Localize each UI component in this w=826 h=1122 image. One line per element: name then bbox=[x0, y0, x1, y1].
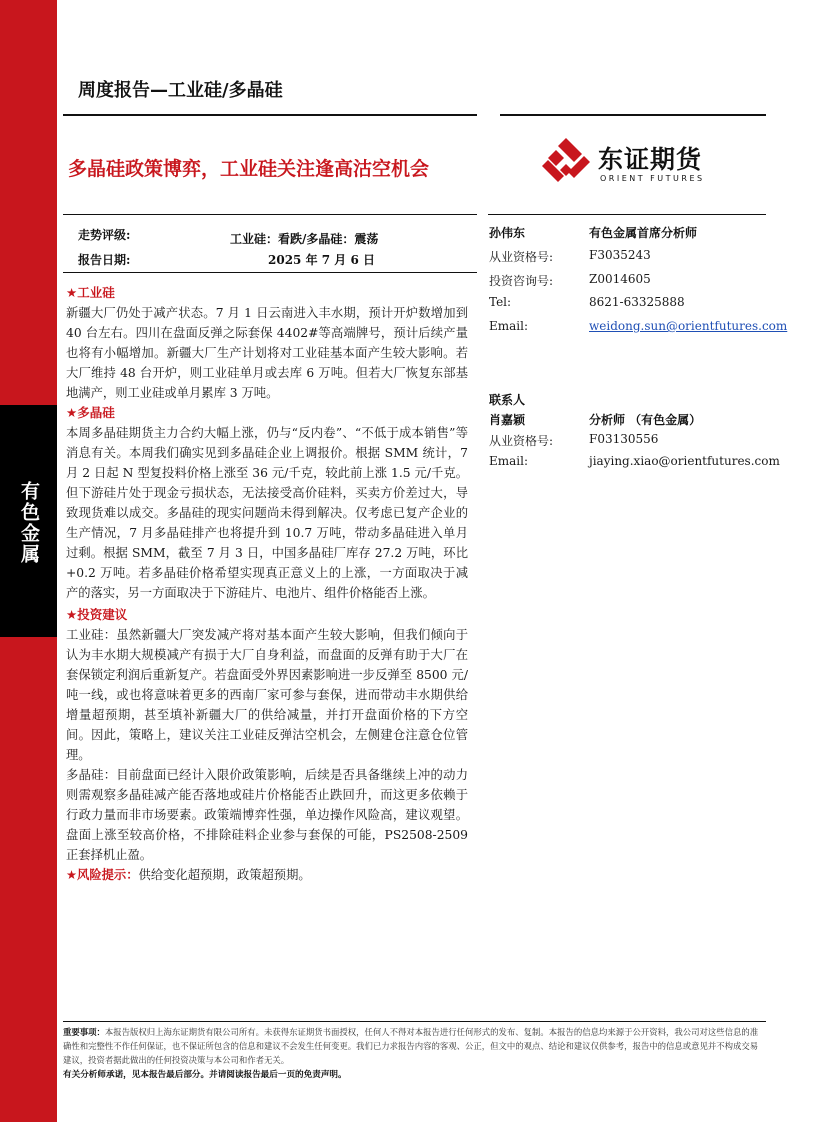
report-title: 多晶硅政策博弈，工业硅关注逢高沽空机会 bbox=[68, 158, 430, 180]
logo-name-cn: 东证期货 bbox=[598, 145, 703, 174]
footer-commitment: 有关分析师承诺，见本报告最后部分。并请阅读报告最后一页的免责声明。 bbox=[63, 1070, 347, 1080]
contact-license: F03130556 bbox=[589, 432, 659, 446]
contact-name: 肖嘉颖 bbox=[489, 413, 526, 427]
polysilicon-paragraph: 本周多晶硅期货主力合约大幅上涨，仍与“反内卷”、“不低于成本销售”等消息有关。本周我们确实见到多晶硅企业上调报价。根据 SMM 统计，7 月 2 日起 N 型复投料价格上涨至 36 元/千克，较此前上涨 1.5 元/千克。但下游硅片处于现金亏损状态，无法接受高价硅料，买卖方价差过大，导致现货难以成交。多晶硅的现实问题尚未得到解决。仅考虑已复产企业的生产情况，7 月多晶硅排产也将提升到 10.7 万吨，带动多晶硅进入单月过剩。根据 SMM，截至 7 月 3 日，中国多晶硅厂库存 27.2 万吨，环比+0.2 万吨。若多晶硅价格希望实现真正意义上的上涨，一方面取决于减产的落实，另一方面取决于下游硅片、电池片、组件价格能否上涨。 bbox=[66, 426, 468, 600]
contact-role: 分析师 （有色金属） bbox=[589, 413, 702, 427]
footer-notice-label: 重要事项： bbox=[63, 1027, 105, 1037]
section-head-polysilicon: ★多晶硅 bbox=[66, 405, 115, 420]
date-label: 报告日期: bbox=[78, 253, 131, 267]
orient-futures-logo-icon bbox=[540, 136, 592, 186]
rating-label: 走势评级: bbox=[78, 228, 131, 242]
logo-name-en: ORIENT FUTURES bbox=[600, 174, 705, 183]
analyst-license-label: 从业资格号: bbox=[489, 250, 554, 264]
report-type: 周度报告—工业硅/多晶硅 bbox=[78, 80, 283, 101]
analyst-consult: Z0014605 bbox=[589, 272, 651, 286]
analyst-email-link[interactable]: weidong.sun@orientfutures.com bbox=[589, 319, 788, 333]
section-head-silicon: ★工业硅 bbox=[66, 285, 115, 300]
contact-license-label: 从业资格号: bbox=[489, 434, 554, 448]
date-value: 2025 年 7 月 6 日 bbox=[268, 253, 375, 267]
sector-label: 有色金属 bbox=[18, 481, 40, 565]
contact-heading: 联系人 bbox=[489, 393, 526, 407]
analyst-license: F3035243 bbox=[589, 248, 651, 262]
risk-label: ★风险提示： bbox=[66, 868, 139, 882]
section-head-advice: ★投资建议 bbox=[66, 607, 128, 622]
header-rule-left bbox=[63, 114, 477, 116]
analyst-top-rule bbox=[488, 214, 766, 215]
analyst-name: 孙伟东 bbox=[489, 226, 526, 240]
meta-bottom-rule bbox=[63, 272, 477, 273]
analyst-consult-label: 投资咨询号: bbox=[489, 274, 554, 288]
silicon-paragraph: 新疆大厂仍处于减产状态。7 月 1 日云南进入丰水期，预计开炉数增加到 40 台左右。四川在盘面反弹之际套保 4402#等高端牌号，预计后续产量也将有小幅增加。新疆大厂生产计划将对工业硅基本面产生较大影响。若大厂维持 48 台开炉，则工业硅单月或去库 6 万吨。但若大厂恢复东部基地满产，则工业硅或单月累库 3 万吨。 bbox=[66, 306, 468, 400]
rating-value: 工业硅：看跌/多晶硅：震荡 bbox=[230, 232, 379, 246]
advice-polysilicon-paragraph: 多晶硅：目前盘面已经计入限价政策影响，后续是否具备继续上冲的动力则需观察多晶硅减产能否落地或硅片价格能否止跌回升，而这更多依赖于行政力量而非市场要素。政策端博弈性强，单边操作风险高，建议观望。盘面上涨至较高价格，不排除硅料企业参与套保的可能，PS2508-2509 正套择机止盈。 bbox=[66, 768, 468, 862]
meta-top-rule bbox=[63, 214, 477, 215]
footer-notice bbox=[63, 1025, 766, 1067]
advice-silicon-paragraph: 工业硅：虽然新疆大厂突发减产将对基本面产生较大影响，但我们倾向于认为丰水期大规模减产有损于大厂自身利益，而盘面的反弹有助于大厂在套保锁定利润后重新复产。若盘面受外界因素影响进一步反弹至 8500 元/吨一线，或也将意味着更多的西南厂家可参与套保，进而带动丰水期供给增量超预期，甚至填补新疆大厂的供给减量，并打开盘面价格的下方空间。因此，策略上，建议关注工业硅反弹沽空机会，左侧建仓注意仓位管理。 bbox=[66, 628, 468, 762]
analyst-tel-label: Tel: bbox=[489, 295, 512, 309]
left-sidebar-bar bbox=[0, 0, 57, 1122]
body-column bbox=[66, 283, 468, 885]
contact-email-label: Email: bbox=[489, 454, 529, 468]
header-rule-right bbox=[500, 114, 766, 116]
footer-rule bbox=[63, 1021, 766, 1022]
analyst-email-label: Email: bbox=[489, 319, 529, 333]
footer-notice-text: 本报告版权归上海东证期货有限公司所有。未获得东证期货书面授权，任何人不得对本报告进行任何形式的发布、复制。本报告的信息均来源于公开资料，我公司对这些信息的准确性和完整性不作任何保证，也不保证所包含的信息和建议不会发生任何变更。我们已力求报告内容的客观、公正，但文中的观点、结论和建议仅供参考，报告中的信息或意见并不构成交易建议，投资者据此做出的任何投资决策与本公司和作者无关。 bbox=[63, 1027, 759, 1065]
analyst-role: 有色金属首席分析师 bbox=[589, 226, 698, 240]
contact-email[interactable]: jiaying.xiao@orientfutures.com bbox=[589, 454, 780, 468]
risk-text: 供给变化超预期，政策超预期。 bbox=[138, 868, 311, 882]
risk-line bbox=[66, 865, 468, 885]
company-logo bbox=[540, 136, 720, 186]
analyst-tel: 8621-63325888 bbox=[589, 295, 685, 309]
